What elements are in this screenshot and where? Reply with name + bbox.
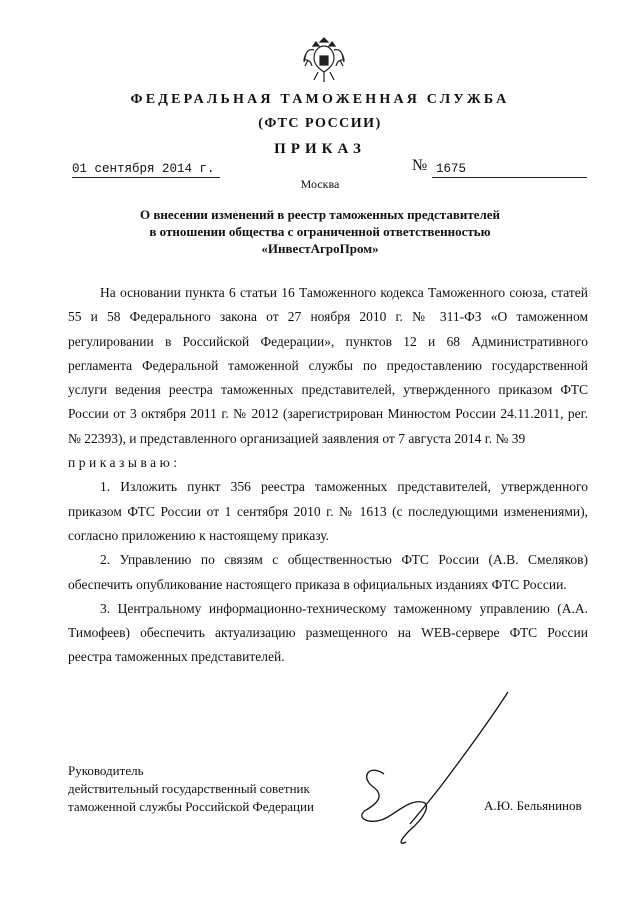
- order-item-3: 3. Центральному информационно-техническому таможенному управлению (А.А. Тимофеев) обеспечить актуализацию размещенного на WEB-сервере ФТС России реестра таможенных представителей.: [68, 600, 588, 665]
- title-line: О внесении изменений в реестр таможенных представителей: [139, 207, 501, 222]
- title-line: «ИнвестАгроПром»: [261, 241, 379, 256]
- order-item-1: 1. Изложить пункт 356 реестра таможенных представителей, утвержденного приказом ФТС России от 1 сентября 2010 г. № 1613 (с последующими изменениями), согласно приложению к настоящему приказу.: [68, 479, 588, 543]
- order-number: 1675: [432, 162, 587, 178]
- title-line: в отношении общества с ограниченной ответственностью: [149, 224, 491, 239]
- order-date: 01 сентября 2014 г.: [72, 162, 220, 178]
- agency-abbreviation: (ФТС РОССИИ): [258, 116, 382, 131]
- signatory-line: действительный государственный советник: [68, 781, 310, 796]
- order-city: Москва: [300, 177, 340, 191]
- order-number-label: №: [412, 157, 428, 174]
- order-title: [120, 206, 520, 257]
- handwritten-signature: [340, 690, 510, 850]
- order-item-2: 2. Управлению по связям с общественностью ФТС России (А.В. Смеляков) обеспечить опубликование настоящего приказа в официальных изданиях ФТС России.: [68, 552, 588, 592]
- signatory-title: [68, 762, 314, 816]
- signatory-line: таможенной службы Российской Федерации: [68, 799, 314, 814]
- order-body: [68, 281, 588, 670]
- agency-name: ФЕДЕРАЛЬНАЯ ТАМОЖЕННАЯ СЛУЖБА: [130, 92, 510, 107]
- order-directive: приказываю:: [68, 455, 181, 471]
- preamble-paragraph: На основании пункта 6 статьи 16 Таможенного кодекса Таможенного союза, статей 55 и 58 Федерального закона от 27 ноября 2010 г. № 311-ФЗ «О таможенном регулировании в Российской Федерации», пунктов 12 и 68 Административного регламента Федеральной таможенной службы по предоставлению государственной услуги ведения реестра таможенных представителей, утвержденного приказом ФТС России от 3 октября 2011 г. № 2012 (зарегистрирован Минюстом России 24.11.2011, рег. № 22393), и представленного организацией заявления от 7 августа 2014 г. № 39: [68, 285, 588, 446]
- coat-of-arms-icon: [302, 34, 346, 86]
- signatory-name: А.Ю. Бельянинов: [484, 798, 582, 813]
- document-type: ПРИКАЗ: [274, 141, 366, 157]
- signatory-line: Руководитель: [68, 763, 144, 778]
